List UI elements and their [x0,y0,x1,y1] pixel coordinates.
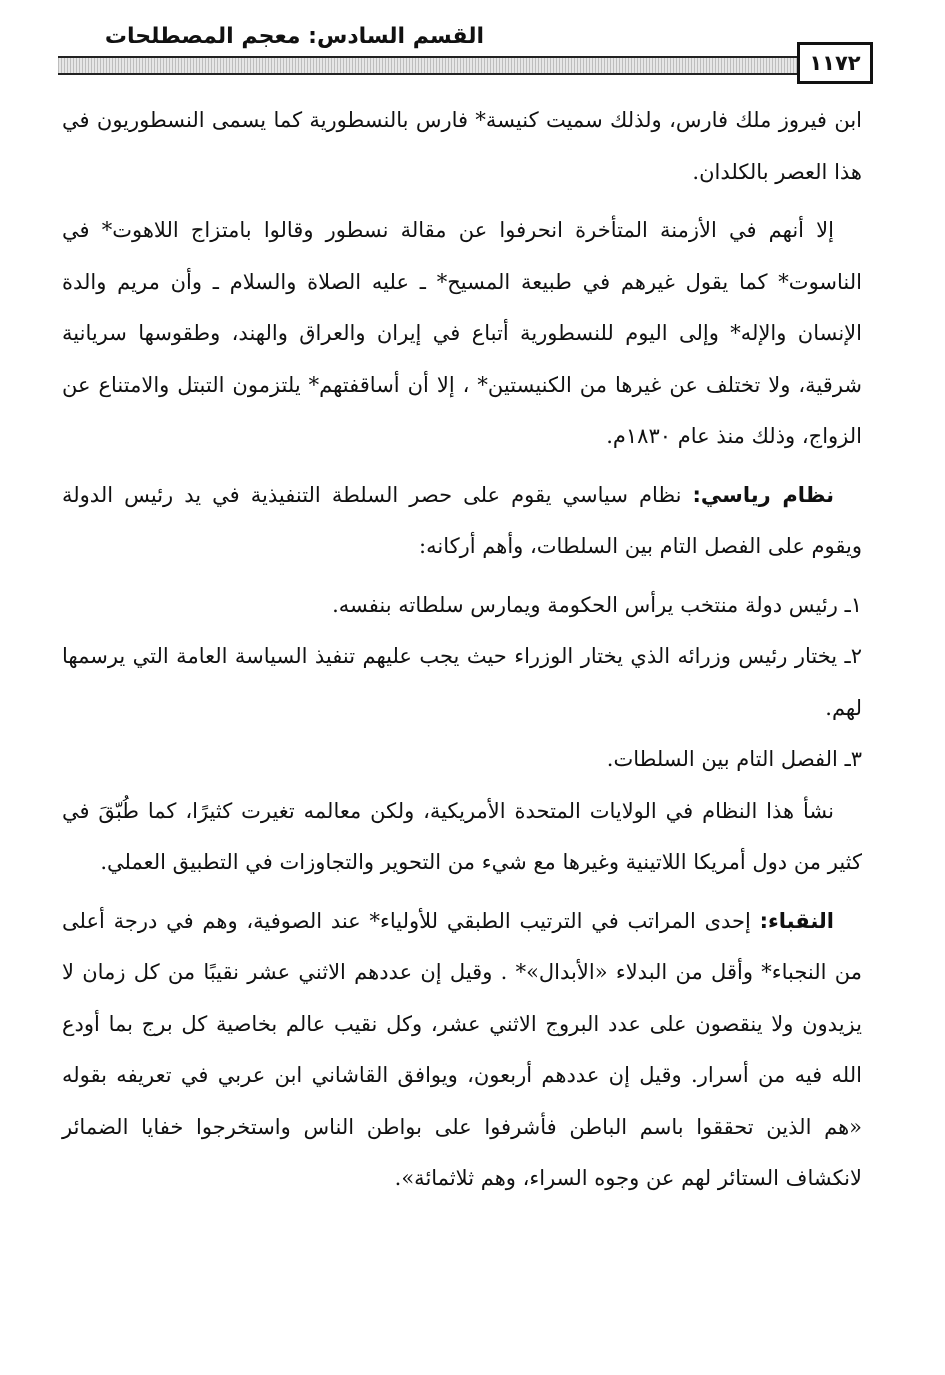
page-header [58,20,873,78]
entry-definition: إحدى المراتب في الترتيب الطبقي للأولياء* عند الصوفية، وهم في درجة أعلى من النجباء* وأقل من البدلاء «الأبدال»* . وقيل إن عددهم الاثني عشر نقيبًا من كل زمان لا يزيدون ولا ينقصون على عدد البروج الاثني عشر، وكل نقيب عالم بخاصية كل برج بما أودع الله فيه من أسرار. وقيل إن عددهم أربعون، ويوافق القاشاني ابن عربي في تعريفه بقوله «هم الذين تحققوا باسم الباطن فأشرفوا على بواطن الناس واستخرجوا خفايا الضمائر لانكشاف الستائر لهم عن وجوه السراء، وهم ثلاثمائة». [62,908,862,1190]
entry-term: النقباء: [759,908,834,933]
page-number: ١١٧٢ [797,42,873,84]
list-item: ١ـ رئيس دولة منتخب يرأس الحكومة ويمارس سلطاته بنفسه. [332,592,862,617]
header-rule [58,56,873,75]
entry-term: نظام رياسي: [692,482,834,507]
paragraph-nestorian-origin: ابن فيروز ملك فارس، ولذلك سميت كنيسة* فارس بالنسطورية كما يسمى النسطوريون في هذا العصر بالكلدان. [62,108,862,184]
entry-presidential-system [62,470,862,573]
entry-nuqaba [62,896,862,1205]
entry-definition: نظام سياسي يقوم على حصر السلطة التنفيذية في يد رئيس الدولة ويقوم على الفصل التام بين السلطات، وأهم أركانه: [62,482,862,558]
page-body [62,95,862,1212]
list-item: ٣ـ الفصل التام بين السلطات. [606,747,862,771]
paragraph-nestorian-later: إلا أنهم في الأزمنة المتأخرة انحرفوا عن مقالة نسطور وقالوا بامتزاج اللاهوت* في الناسوت* كما يقول غيرهم في طبيعة المسيح* ـ عليه الصلاة والسلام ـ وأن مريم والدة الإنسان والإله* وإلى اليوم للنسطورية أتباع في إيران والعراق والهند، وطقوسها سريانية شرقية، ولا تختلف عن غيرها من الكنيستين* ، إلا أن أساقفتهم* يلتزمون التبتل والامتناع عن الزواج، وذلك منذ عام ١٨٣٠م. [62,218,862,448]
section-title: القسم السادس: معجم المصطلحات [104,24,484,49]
paragraph-system-origin: نشأ هذا النظام في الولايات المتحدة الأمريكية، ولكن معالمه تغيرت كثيرًا، كما طُبّقَ في كثير من دول أمريكا اللاتينية وغيرها مع شيء من التحوير والتجاوزات في التطبيق العملي. [62,798,862,874]
list-item: ٢ـ يختار رئيس وزرائه الذي يختار الوزراء حيث يجب عليهم تنفيذ السياسة العامة التي يرسمها لهم. [62,644,862,720]
